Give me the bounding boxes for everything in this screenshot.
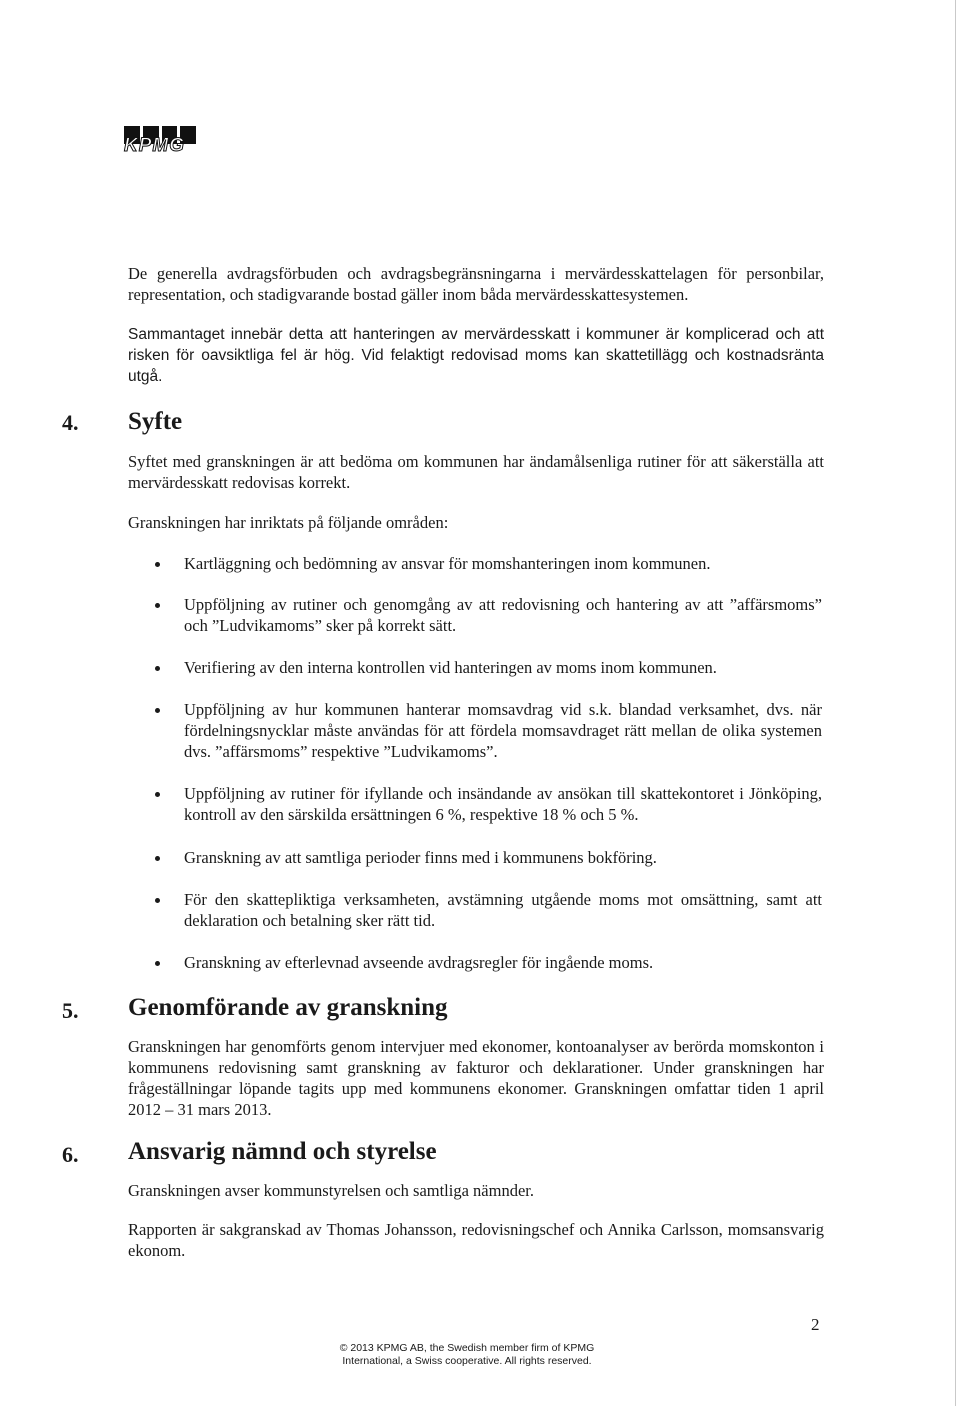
copyright-footer: © 2013 KPMG AB, the Swedish member firm of KPMG International, a Swiss cooperative. All rights reserved. xyxy=(339,1342,595,1367)
section-5-number: 5. xyxy=(62,998,79,1023)
logo-text: KPMG xyxy=(124,135,185,156)
kpmg-logo xyxy=(124,126,196,156)
section-4-number: 4. xyxy=(62,410,79,435)
bullet-dot xyxy=(155,856,160,861)
section-4-paragraph-2: Granskningen har inriktats på följande områden: xyxy=(128,513,449,532)
bullet-dot xyxy=(155,961,160,966)
bullet-item-8: Granskning av efterlevnad avseende avdragsregler för ingående moms. xyxy=(184,953,654,972)
bullet-item-4: Uppföljning av hur kommunen hanterar momsavdrag vid s.k. blandad verksamhet, dvs. när fördelningsnycklar måste användas för att fördela momsavdraget rätt mellan de olika systemen dvs. ”affärsmoms” respektive ”Ludvikamoms”. xyxy=(184,700,822,761)
bullet-item-2: Uppföljning av rutiner och genomgång av att redovisning och hantering av att ”affärsmoms” och ”Ludvikamoms” sker på korrekt sätt. xyxy=(184,595,822,635)
bullet-item-3: Verifiering av den interna kontrollen vid hanteringen av moms inom kommunen. xyxy=(184,658,717,677)
section-6-number: 6. xyxy=(62,1142,79,1167)
bullet-item-7: För den skattepliktiga verksamheten, avstämning utgående moms mot omsättning, samt att deklaration och betalning sker rätt tid. xyxy=(184,890,822,930)
intro-paragraph-2: Sammantaget innebär detta att hanteringen av mervärdesskatt i kommuner är komplicerad och att risken för oavsiktliga fel är hög. Vid felaktigt redovisad moms kan skattetillägg och kostnadsränta utgå. xyxy=(128,326,824,385)
scan-edge-line xyxy=(955,0,956,1406)
section-6-title: Ansvarig nämnd och styrelse xyxy=(128,1138,437,1165)
bullet-dot xyxy=(155,708,160,713)
bullet-dot xyxy=(155,898,160,903)
bullet-dot xyxy=(155,792,160,797)
section-6-paragraph-1: Granskningen avser kommunstyrelsen och samtliga nämnder. xyxy=(128,1181,534,1200)
intro-paragraph-1: De generella avdragsförbuden och avdragsbegränsningarna i mervärdesskattelagen för personbilar, representation, och stadigvarande bostad gäller inom båda mervärdesskattesystemen. xyxy=(128,264,824,304)
section-4-title: Syfte xyxy=(128,408,183,435)
page-number: 2 xyxy=(811,1315,820,1334)
bullet-item-1: Kartläggning och bedömning av ansvar för momshanteringen inom kommunen. xyxy=(184,554,711,573)
section-5-title: Genomförande av granskning xyxy=(128,994,448,1021)
bullet-dot xyxy=(155,562,160,567)
section-5-paragraph-1: Granskningen har genomförts genom intervjuer med ekonomer, kontoanalyser av berörda momskonton i kommunens redovisning samt granskning av fakturor och deklarationer. Under granskningen har frågeställningar löpande tagits upp med kommunens ekonomer. Granskningen omfattar tiden 1 april 2012 – 31 mars 2013. xyxy=(128,1037,824,1119)
section-6-paragraph-2: Rapporten är sakgranskad av Thomas Johansson, redovisningschef och Annika Carlsson, momsansvarig ekonom. xyxy=(128,1220,824,1260)
section-4-paragraph-1: Syftet med granskningen är att bedöma om kommunen har ändamålsenliga rutiner för att säkerställa att mervärdesskatt redovisas korrekt. xyxy=(128,452,824,492)
bullet-dot xyxy=(155,603,160,608)
bullet-dot xyxy=(155,666,160,671)
bullet-item-6: Granskning av att samtliga perioder finns med i kommunens bokföring. xyxy=(184,848,657,867)
bullet-item-5: Uppföljning av rutiner för ifyllande och insändande av ansökan till skattekontoret i Jönköping, kontroll av den särskilda ersättningen 6 %, respektive 18 % och 5 %. xyxy=(184,784,822,824)
